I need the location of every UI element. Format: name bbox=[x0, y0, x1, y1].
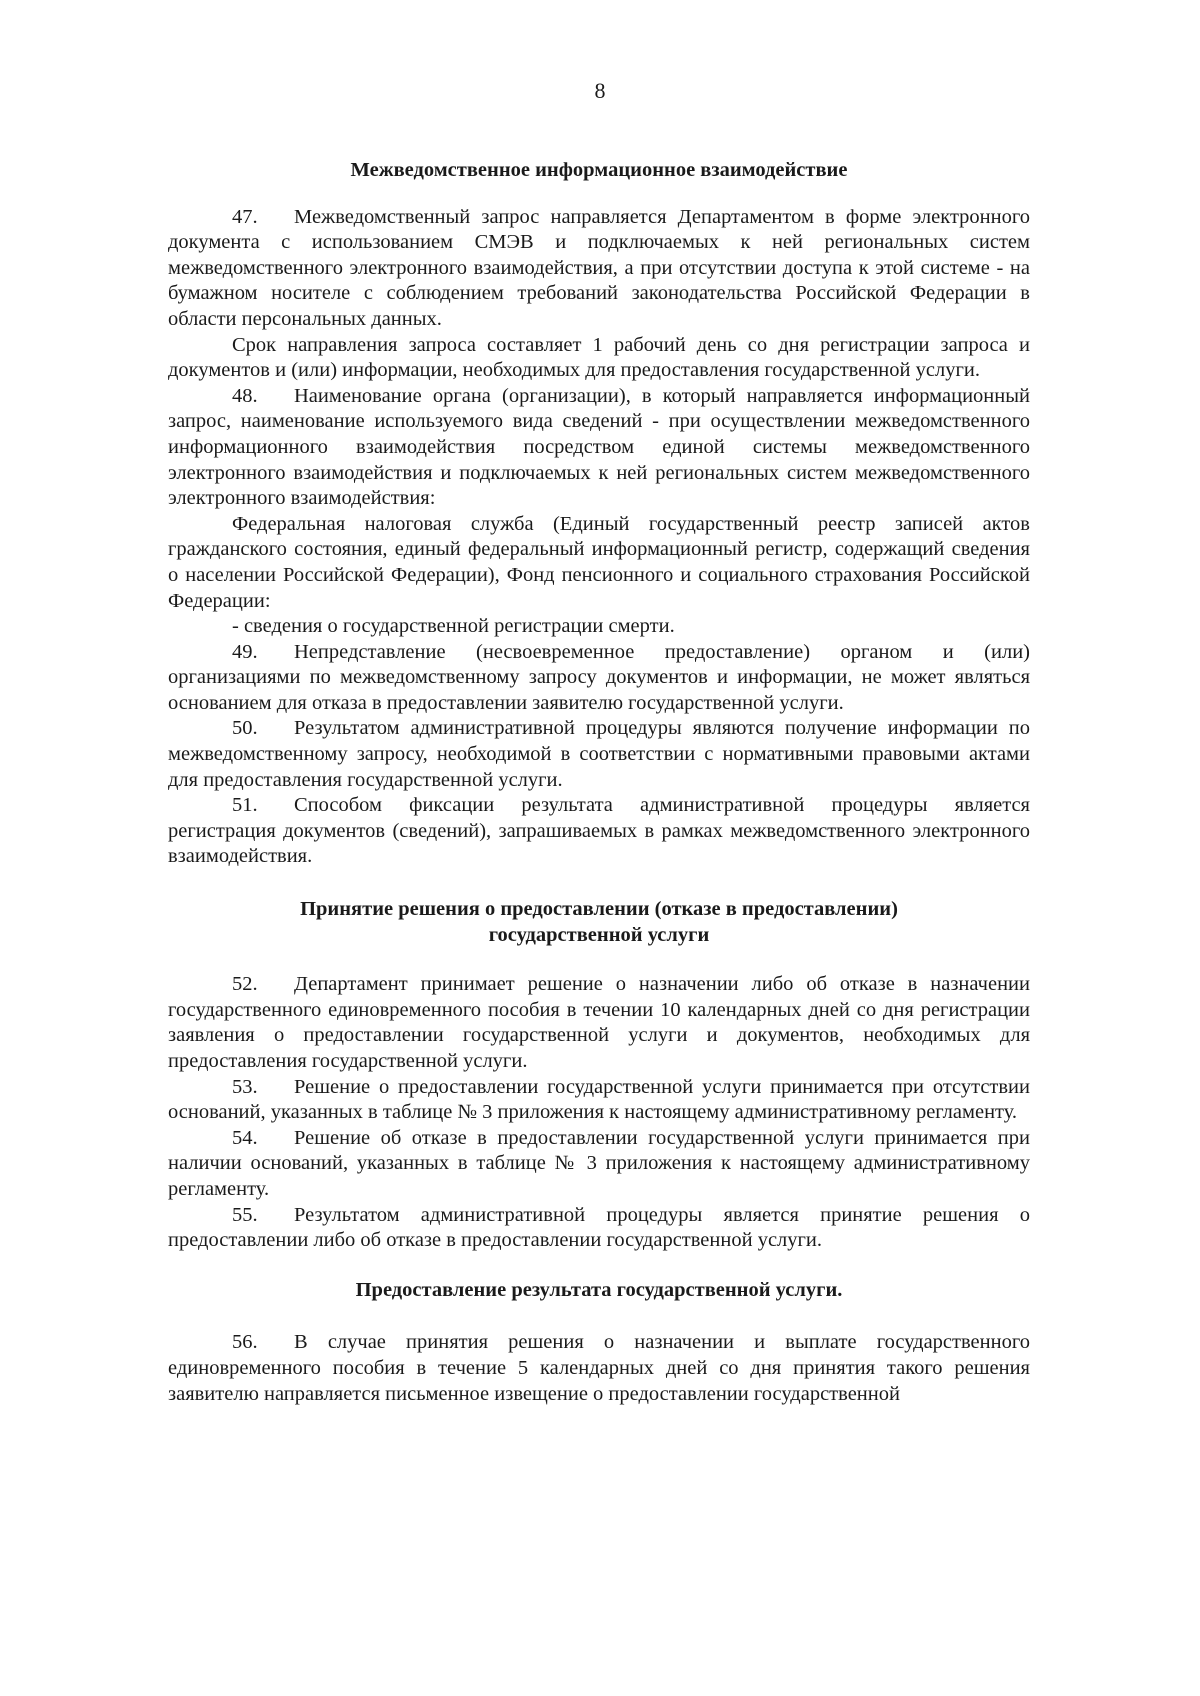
paragraph-text: Межведомственный запрос направляется Департаментом в форме электронного документа с использованием СМЭВ и подключаемых к ней региональных систем межведомственного электронного взаимодействия, а при отсутствии доступа к этой системе - на бумажном носителе с соблюдением требований законодательства Российской Федерации в области персональных данных. bbox=[168, 205, 1030, 330]
document-body bbox=[168, 158, 1030, 1407]
paragraph-text: В случае принятия решения о назначении и выплате государственного единовременного пособия в течение 5 календарных дней со дня принятия такого решения заявителю направляется письменное извещение о предоставлении государственной bbox=[168, 1331, 1030, 1405]
paragraph-text: Решение об отказе в предоставлении государственной услуги принимается при наличии оснований, указанных в таблице № 3 приложения к настоящему административному регламенту. bbox=[168, 1126, 1030, 1200]
heading-line-2: государственной услуги bbox=[488, 923, 710, 946]
section-heading bbox=[168, 897, 1030, 948]
paragraph-55 bbox=[168, 1203, 1030, 1254]
paragraph-text: Решение о предоставлении государственной услуги принимается при отсутствии оснований, указанных в таблице № 3 приложения к настоящему административному регламенту. bbox=[168, 1075, 1030, 1124]
paragraph-text: Наименование органа (организации), в который направляется информационный запрос, наименование используемого вида сведений - при осуществлении межведомственного информационного взаимодействия посредством единой системы межведомственного электронного взаимодействия и подключаемых к ней региональных систем межведомственного электронного взаимодействия: bbox=[168, 384, 1030, 510]
paragraph-text: Срок направления запроса составляет 1 рабочий день со дня регистрации запроса и документов и (или) информации, необходимых для предоставления государственной услуги. bbox=[168, 333, 1030, 382]
page-number: 8 bbox=[594, 78, 606, 103]
paragraph-48-agencies bbox=[168, 512, 1030, 614]
paragraph-number: 51. bbox=[232, 794, 258, 817]
paragraph-text: Департамент принимает решение о назначении либо об отказе в назначении государственного единовременного пособия в течении 10 календарных дней со дня регистрации заявления о предоставлении государственной услуги и документов, необходимых для предоставления государственной услуги. bbox=[168, 973, 1030, 1072]
paragraph-text: Результатом административной процедуры являются получение информации по межведомственному запросу, необходимой в соответствии с нормативными правовыми актами для предоставления государственной услуги. bbox=[168, 717, 1030, 791]
paragraph-number: 56. bbox=[232, 1331, 258, 1354]
paragraph-53 bbox=[168, 1075, 1030, 1126]
paragraph-54 bbox=[168, 1126, 1030, 1203]
paragraph-52 bbox=[168, 972, 1030, 1074]
paragraph-number: 48. bbox=[232, 384, 258, 407]
paragraph-number: 52. bbox=[232, 973, 258, 996]
section-heading: Предоставление результата государственной услуги. bbox=[355, 1278, 843, 1301]
paragraph-56 bbox=[168, 1330, 1030, 1407]
paragraph-48-item bbox=[168, 614, 1030, 640]
paragraph-text: Непредставление (несвоевременное предоставление) органом и (или) организациями по межведомственному запросу документов и информации, не может являться основанием для отказа в предоставлении заявителю государственной услуги. bbox=[168, 640, 1030, 714]
paragraph-text: - сведения о государственной регистрации смерти. bbox=[232, 615, 675, 638]
paragraph-number: 47. bbox=[232, 205, 258, 228]
paragraph-text: Результатом административной процедуры является принятие решения о предоставлении либо об отказе в предоставлении государственной услуги. bbox=[168, 1203, 1030, 1252]
heading-line-1: Принятие решения о предоставлении (отказе в предоставлении) bbox=[300, 898, 898, 921]
paragraph-number: 53. bbox=[232, 1075, 258, 1098]
paragraph-text: Федеральная налоговая служба (Единый государственный реестр записей актов гражданского состояния, единый федеральный информационный регистр, содержащий сведения о населении Российской Федерации), Фонд пенсионного и социального страхования Российской Федерации: bbox=[168, 512, 1030, 612]
paragraph-47-deadline bbox=[168, 333, 1030, 384]
paragraph-49 bbox=[168, 640, 1030, 717]
paragraph-text: Способом фиксации результата административной процедуры является регистрация документов (сведений), запрашиваемых в рамках межведомственного электронного взаимодействия. bbox=[168, 794, 1030, 868]
paragraph-50 bbox=[168, 716, 1030, 793]
paragraph-number: 54. bbox=[232, 1126, 258, 1149]
paragraph-48 bbox=[168, 384, 1030, 512]
paragraph-number: 49. bbox=[232, 640, 258, 663]
paragraph-47 bbox=[168, 205, 1030, 333]
section-heading: Межведомственное информационное взаимодействие bbox=[350, 159, 848, 181]
paragraph-number: 50. bbox=[232, 717, 258, 740]
paragraph-51 bbox=[168, 793, 1030, 870]
paragraph-number: 55. bbox=[232, 1203, 258, 1226]
